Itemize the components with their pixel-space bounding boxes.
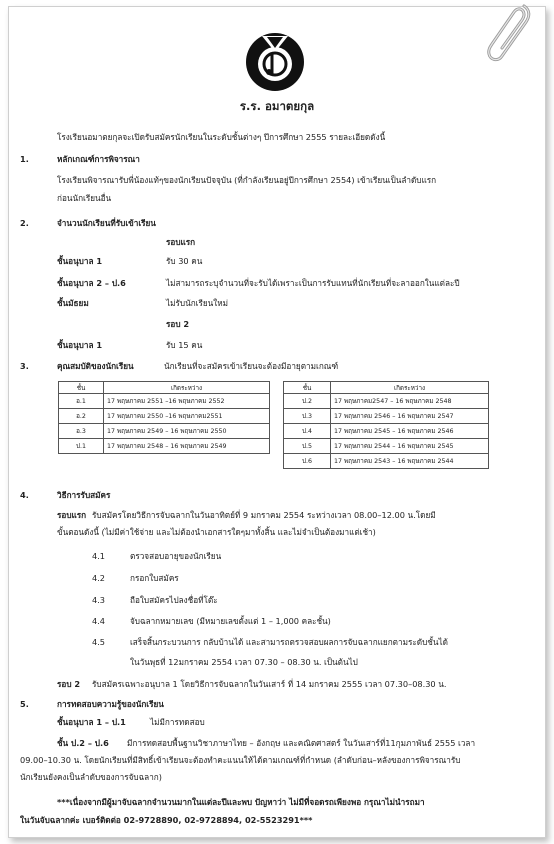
test-level2-text2: 09.00–10.30 น. โดยนักเรียนที่มีสิทธิ์เข้าเรียนจะต้องทำคะแนนให้ได้ตามเกณฑ์ที่กำหนด (ลำดับก่อน–หลังของการพิจารณารับ bbox=[20, 755, 461, 765]
round2-heading: รอบ 2 bbox=[166, 319, 190, 329]
class-cell: อ.2 bbox=[59, 409, 104, 424]
class-cell: ป.4 bbox=[284, 424, 331, 439]
school-logo-icon bbox=[245, 30, 305, 92]
round1-text: รับสมัครโดยวิธีการจับฉลากในวันอาทิตย์ที่ 9 มกราคม 2554 ระหว่างเวลา 08.00–12.00 น.โดยมี bbox=[92, 510, 436, 520]
table-row bbox=[284, 394, 489, 409]
step-number: 4.1 bbox=[92, 551, 106, 561]
class-cell: ป.2 bbox=[284, 394, 331, 409]
table-row bbox=[59, 424, 270, 439]
step-text: เสร็จสิ้นกระบวนการ กลับบ้านได้ และสามารถตรวจสอบผลการจับฉลากแยกตามระดับชั้นได้ bbox=[130, 637, 448, 647]
step-text: จับฉลากหมายเลข (มีหมายเลขตั้งแต่ 1 – 1,000 คละชั้น) bbox=[130, 616, 331, 626]
section-1-line2: ก่อนนักเรียนอื่น bbox=[57, 193, 112, 203]
step-text: กรอกใบสมัคร bbox=[130, 573, 179, 583]
table-row bbox=[284, 454, 489, 469]
section-1-line1: โรงเรียนพิจารณารับพี่น้องแท้ๆของนักเรียนปัจจุบัน (ที่กำลังเรียนอยู่ปีการศึกษา 2554) เข้าเรียนเป็นลำดับแรก bbox=[57, 175, 437, 185]
section-4-number: 4. bbox=[20, 490, 29, 500]
round2-value1: รับ 15 คน bbox=[166, 340, 203, 350]
born-cell: 17 พฤษภาคม 2543 – 16 พฤษภาคม 2544 bbox=[331, 454, 489, 469]
section-3-title: คุณสมบัติของนักเรียน bbox=[57, 361, 134, 371]
round1-level2: ชั้นอนุบาล 2 – ป.6 bbox=[57, 278, 126, 288]
class-cell: อ.3 bbox=[59, 424, 104, 439]
class-cell: อ.1 bbox=[59, 394, 104, 409]
round2-level1: ชั้นอนุบาล 1 bbox=[57, 340, 103, 350]
class-cell: ป.3 bbox=[284, 409, 331, 424]
born-cell: 17 พฤษภาคม2547 – 16 พฤษภาคม 2548 bbox=[331, 394, 489, 409]
born-cell: 17 พฤษภาคม 2550 –16 พฤษภาคม2551 bbox=[104, 409, 270, 424]
section-2-title: จำนวนนักเรียนที่รับเข้าเรียน bbox=[57, 218, 156, 228]
test-level1-text: ไม่มีการทดสอบ bbox=[150, 717, 205, 727]
round2-text: รับสมัครเฉพาะอนุบาล 1 โดยวิธีการจับฉลากในวันเสาร์ ที่ 14 มกราคม 2555 เวลา 07.30–08.30 น. bbox=[92, 679, 447, 689]
table-row bbox=[284, 409, 489, 424]
round1-level3: ชั้นมัธยม bbox=[57, 298, 89, 308]
table-row bbox=[284, 439, 489, 454]
footer-notice-line2: ในวันจับฉลากค่ะ เบอร์ติดต่อ 02-9728890, 02-9728894, 02-5523291*** bbox=[20, 815, 313, 825]
round2-label: รอบ 2 bbox=[57, 679, 81, 689]
step-number: 4.3 bbox=[92, 595, 106, 605]
section-3-number: 3. bbox=[20, 361, 29, 371]
round1-value2: ไม่สามารถระบุจำนวนที่จะรับได้เพราะเป็นการรับแทนที่นักเรียนที่จะลาออกในแต่ละปี bbox=[166, 278, 460, 288]
school-name: ร.ร. อมาตยกุล bbox=[239, 99, 315, 113]
col-born-header: เกิดระหว่าง bbox=[104, 382, 270, 394]
born-cell: 17 พฤษภาคม 2546 – 16 พฤษภาคม 2547 bbox=[331, 409, 489, 424]
table-row bbox=[284, 424, 489, 439]
test-level2-text: มีการทดสอบพื้นฐานวิชาภาษาไทย – อังกฤษ และคณิตศาสตร์ ในวันเสาร์ที่11กุมภาพันธ์ 2555 เวลา bbox=[127, 738, 476, 748]
test-level2-label: ชั้น ป.2 – ป.6 bbox=[57, 738, 109, 748]
round1-text2: ขั้นตอนดังนี้ (ไม่มีค่าใช้จ่าย และไม่ต้องนำเอกสารใดๆมาทั้งสิ้น และไม่จำเป็นต้องมาแต่เช้า) bbox=[57, 527, 376, 537]
round1-label: รอบแรก bbox=[57, 510, 87, 520]
class-cell: ป.6 bbox=[284, 454, 331, 469]
section-5-title: การทดสอบความรู้ของนักเรียน bbox=[57, 699, 164, 709]
round1-value1: รับ 30 คน bbox=[166, 256, 203, 266]
step-number: 4.5 bbox=[92, 637, 106, 647]
step-text: ตรวจสอบอายุของนักเรียน bbox=[130, 551, 222, 561]
table-row bbox=[59, 439, 270, 454]
step5-continued: ในวันพุธที่ 12มกราคม 2554 เวลา 07.30 – 08.30 น. เป็นต้นไป bbox=[130, 657, 358, 667]
col-born-header: เกิดระหว่าง bbox=[331, 382, 489, 394]
section-3-desc: นักเรียนที่จะสมัครเข้าเรียนจะต้องมีอายุตามเกณฑ์ bbox=[164, 361, 339, 371]
section-5-number: 5. bbox=[20, 699, 29, 709]
age-table-left bbox=[58, 381, 270, 454]
section-1-title: หลักเกณฑ์การพิจารณา bbox=[57, 154, 140, 164]
test-level2-text3: นักเรียนยังคงเป็นลำดับของการจับฉลาก) bbox=[20, 772, 162, 782]
test-level1-label: ชั้นอนุบาล 1 – ป.1 bbox=[57, 717, 126, 727]
step-number: 4.2 bbox=[92, 573, 106, 583]
section-4-title: วิธีการรับสมัคร bbox=[57, 490, 111, 500]
table-row bbox=[59, 409, 270, 424]
col-class-header: ชั้น bbox=[284, 382, 331, 394]
col-class-header: ชั้น bbox=[59, 382, 104, 394]
born-cell: 17 พฤษภาคม 2545 – 16 พฤษภาคม 2546 bbox=[331, 424, 489, 439]
round1-heading: รอบแรก bbox=[166, 237, 196, 247]
born-cell: 17 พฤษภาคม 2549 – 16 พฤษภาคม 2550 bbox=[104, 424, 270, 439]
class-cell: ป.5 bbox=[284, 439, 331, 454]
age-table-right bbox=[283, 381, 489, 469]
born-cell: 17 พฤษภาคม 2544 – 16 พฤษภาคม 2545 bbox=[331, 439, 489, 454]
table-row bbox=[59, 394, 270, 409]
class-cell: ป.1 bbox=[59, 439, 104, 454]
round1-level1: ชั้นอนุบาล 1 bbox=[57, 256, 103, 266]
born-cell: 17 พฤษภาคม 2548 – 16 พฤษภาคม 2549 bbox=[104, 439, 270, 454]
born-cell: 17 พฤษภาคม 2551 –16 พฤษภาคม 2552 bbox=[104, 394, 270, 409]
paperclip-icon bbox=[484, 2, 534, 64]
round1-value3: ไม่รับนักเรียนใหม่ bbox=[166, 298, 229, 308]
intro-text: โรงเรียนอมาตยกุลจะเปิดรับสมัครนักเรียนในระดับชั้นต่างๆ ปีการศึกษา 2555 รายละเอียดดังนี้ bbox=[57, 132, 386, 142]
section-2-number: 2. bbox=[20, 218, 29, 228]
step-text: ถือใบสมัครไปลงชื่อที่โต๊ะ bbox=[130, 595, 218, 605]
step-number: 4.4 bbox=[92, 616, 106, 626]
footer-notice-line1: ***เนื่องจากมีผู้มาจับฉลากจำนวนมากในแต่ละปีและพบ ปัญหาว่า ไม่มีที่จอดรถเพียงพอ กรุณาไม่นำรถมา bbox=[57, 797, 425, 807]
section-1-number: 1. bbox=[20, 154, 29, 164]
